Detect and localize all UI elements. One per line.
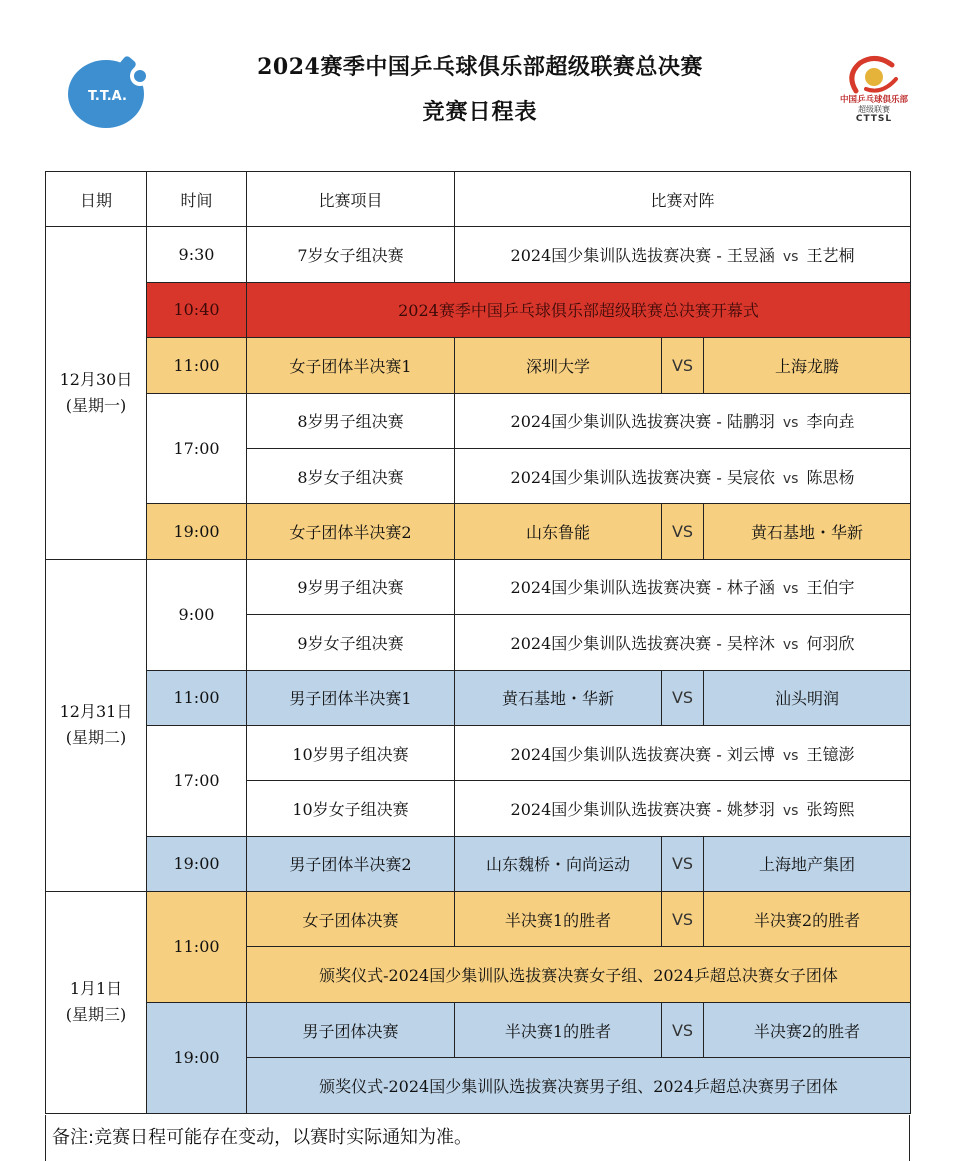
table-row — [46, 227, 911, 282]
table-row — [46, 725, 911, 780]
event-cell: 7岁女子组决赛 — [247, 227, 455, 282]
matchup-player-b: 王镱澎 — [806, 744, 855, 764]
tta-logo-text: T.T.A. — [88, 89, 127, 104]
vs-cell: VS — [662, 1002, 704, 1057]
date-label: 12月30日 — [59, 370, 133, 390]
vs-label: vs — [782, 470, 799, 487]
vs-cell: VS — [662, 892, 704, 947]
event-cell: 9岁女子组决赛 — [247, 615, 455, 670]
weekday-label: (星期一) — [65, 396, 127, 416]
header — [0, 0, 960, 170]
team-b-cell: 汕头明润 — [704, 670, 911, 725]
weekday-label: (星期三) — [65, 1005, 127, 1025]
event-cell: 女子团体半决赛2 — [247, 504, 455, 559]
header-date: 日期 — [46, 172, 147, 227]
table-row — [46, 670, 911, 725]
event-cell: 男子团体决赛 — [247, 1002, 455, 1057]
team-b-cell: 黄石基地・华新 — [704, 504, 911, 559]
award-cell: 颁奖仪式-2024国少集训队选拔赛决赛女子组、2024乒超总决赛女子团体 — [247, 947, 911, 1002]
event-cell: 女子团体决赛 — [247, 892, 455, 947]
matchup-player-b: 何羽欣 — [806, 633, 855, 653]
header-matchup: 比赛对阵 — [455, 172, 911, 227]
event-cell: 10岁男子组决赛 — [247, 725, 455, 780]
vs-label: vs — [782, 415, 799, 432]
team-a-cell: 黄石基地・华新 — [455, 670, 662, 725]
matchup-player-a: 2024国少集训队选拔赛决赛 - 吴宸依 — [510, 467, 775, 487]
vs-cell: VS — [662, 338, 704, 393]
team-b-cell: 半决赛2的胜者 — [704, 892, 911, 947]
table-row — [46, 559, 911, 614]
team-a-cell: 山东魏桥・向尚运动 — [455, 836, 662, 891]
matchup-cell — [455, 559, 911, 614]
page-title: 2024赛季中国乒乓球俱乐部超级联赛总决赛 — [257, 54, 703, 80]
date-cell — [46, 559, 147, 891]
schedule-table — [45, 171, 911, 1114]
award-cell: 颁奖仪式-2024国少集训队选拔赛决赛男子组、2024乒超总决赛男子团体 — [247, 1058, 911, 1113]
time-cell: 11:00 — [147, 892, 247, 1003]
team-a-cell: 深圳大学 — [455, 338, 662, 393]
table-row — [46, 504, 911, 559]
vs-label: vs — [782, 249, 799, 266]
cttsl-logo-cn: 中国乒乓球俱乐部 — [839, 95, 908, 105]
matchup-player-a: 2024国少集训队选拔赛决赛 - 王昱涵 — [510, 246, 775, 266]
vs-label: vs — [782, 747, 799, 764]
cttsl-logo — [836, 55, 912, 137]
table-header-row — [46, 172, 911, 227]
cttsl-logo-cn2: 超级联赛 — [858, 105, 890, 114]
time-cell: 11:00 — [147, 670, 247, 725]
table-row — [46, 1002, 911, 1057]
time-cell: 17:00 — [147, 725, 247, 836]
matchup-player-a: 2024国少集训队选拔赛决赛 - 陆鹏羽 — [510, 412, 775, 432]
team-a-cell: 半决赛1的胜者 — [455, 1002, 662, 1057]
ceremony-cell: 2024赛季中国乒乓球俱乐部超级联赛总决赛开幕式 — [247, 282, 911, 337]
matchup-player-b: 陈思杨 — [806, 467, 855, 487]
matchup-player-b: 王艺桐 — [806, 246, 855, 266]
time-cell: 19:00 — [147, 504, 247, 559]
matchup-player-a: 2024国少集训队选拔赛决赛 - 吴梓沐 — [510, 633, 775, 653]
time-cell: 10:40 — [147, 282, 247, 337]
date-label: 12月31日 — [59, 702, 133, 722]
team-b-cell: 上海地产集团 — [704, 836, 911, 891]
table-row — [46, 393, 911, 448]
matchup-player-b: 张筠熙 — [806, 799, 855, 819]
team-a-cell: 山东鲁能 — [455, 504, 662, 559]
cttsl-logo-en: CTTSL — [855, 114, 893, 124]
vs-label: vs — [782, 581, 799, 598]
footnote: 备注:竞赛日程可能存在变动，以赛时实际通知为准。 — [45, 1115, 910, 1161]
matchup-player-b: 李向垚 — [806, 412, 855, 432]
vs-cell: VS — [662, 504, 704, 559]
time-cell: 19:00 — [147, 836, 247, 891]
time-cell: 9:30 — [147, 227, 247, 282]
vs-cell: VS — [662, 836, 704, 891]
event-cell: 9岁男子组决赛 — [247, 559, 455, 614]
matchup-cell — [455, 448, 911, 503]
table-row — [46, 836, 911, 891]
matchup-player-a: 2024国少集训队选拔赛决赛 - 林子涵 — [510, 578, 775, 598]
weekday-label: (星期二) — [65, 728, 127, 748]
table-row — [46, 338, 911, 393]
team-b-cell: 半决赛2的胜者 — [704, 1002, 911, 1057]
header-time: 时间 — [147, 172, 247, 227]
matchup-player-b: 王伯宇 — [806, 578, 855, 598]
time-cell: 19:00 — [147, 1002, 247, 1113]
team-b-cell: 上海龙腾 — [704, 338, 911, 393]
matchup-cell — [455, 781, 911, 836]
team-a-cell: 半决赛1的胜者 — [455, 892, 662, 947]
vs-cell: VS — [662, 670, 704, 725]
time-cell: 11:00 — [147, 338, 247, 393]
date-cell — [46, 892, 147, 1114]
vs-label: vs — [782, 802, 799, 819]
event-cell: 10岁女子组决赛 — [247, 781, 455, 836]
event-cell: 男子团体半决赛1 — [247, 670, 455, 725]
table-row — [46, 892, 911, 947]
matchup-player-a: 2024国少集训队选拔赛决赛 - 姚梦羽 — [510, 799, 775, 819]
page-subtitle: 竞赛日程表 — [422, 99, 538, 125]
time-cell: 9:00 — [147, 559, 247, 670]
event-cell: 8岁女子组决赛 — [247, 448, 455, 503]
vs-label: vs — [782, 636, 799, 653]
time-cell: 17:00 — [147, 393, 247, 504]
header-event: 比赛项目 — [247, 172, 455, 227]
date-label: 1月1日 — [69, 979, 123, 999]
matchup-cell — [455, 615, 911, 670]
matchup-cell — [455, 393, 911, 448]
matchup-player-a: 2024国少集训队选拔赛决赛 - 刘云博 — [510, 744, 775, 764]
event-cell: 男子团体半决赛2 — [247, 836, 455, 891]
event-cell: 女子团体半决赛1 — [247, 338, 455, 393]
event-cell: 8岁男子组决赛 — [247, 393, 455, 448]
matchup-cell — [455, 227, 911, 282]
ceremony-row — [46, 282, 911, 337]
matchup-cell — [455, 725, 911, 780]
date-cell — [46, 227, 147, 559]
